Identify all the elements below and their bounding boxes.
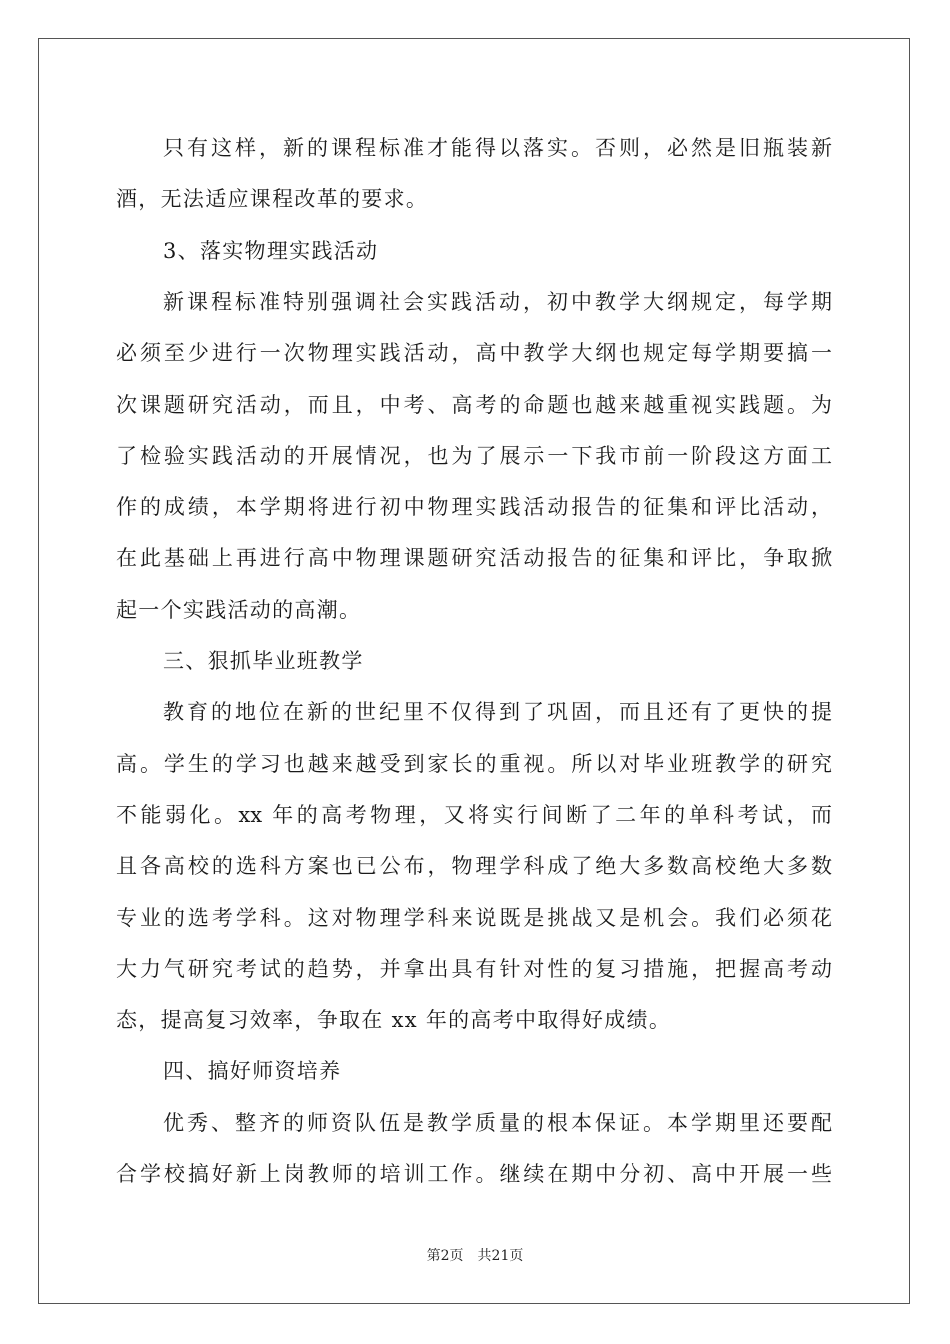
- text-line: 优秀、整齐的师资队伍是教学质量的根本保证。本学期里还要配: [163, 1111, 832, 1135]
- text-line: 酒，无法适应课程改革的要求。: [116, 187, 429, 211]
- text-line: 合学校搞好新上岗教师的培训工作。继续在期中分初、高中开展一些: [116, 1162, 832, 1186]
- text-line: 态，提高复习效率，争取在 xx 年的高考中取得好成绩。: [116, 1008, 672, 1032]
- text-line: 教育的地位在新的世纪里不仅得到了巩固，而且还有了更快的提: [163, 700, 832, 724]
- text-line: 起一个实践活动的高潮。: [116, 598, 362, 622]
- text-line: 且各高校的选科方案也已公布，物理学科成了绝大多数高校绝大多数: [116, 854, 832, 878]
- text-line: 高。学生的学习也越来越受到家长的重视。所以对毕业班教学的研究: [116, 752, 832, 776]
- text-line: 在此基础上再进行高中物理课题研究活动报告的征集和评比，争取掀: [116, 546, 832, 570]
- page-footer: [0, 1246, 950, 1266]
- text-line: 新课程标准特别强调社会实践活动，初中教学大纲规定，每学期: [163, 290, 832, 314]
- page-number: 第2页: [426, 1248, 464, 1264]
- text-line: 必须至少进行一次物理实践活动，高中教学大纲也规定每学期要搞一: [116, 341, 832, 365]
- text-line: 大力气研究考试的趋势，并拿出具有针对性的复习措施，把握高考动: [116, 957, 832, 981]
- text-line: 四、搞好师资培养: [163, 1059, 342, 1083]
- text-line: 只有这样，新的课程标准才能得以落实。否则，必然是旧瓶装新: [163, 136, 832, 160]
- text-line: 三、狠抓毕业班教学: [163, 649, 364, 673]
- text-line: 次课题研究活动，而且，中考、高考的命题也越来越重视实践题。为: [116, 393, 832, 417]
- page-total: 共21页: [477, 1248, 524, 1264]
- text-line: 专业的选考学科。这对物理学科来说既是挑战又是机会。我们必须花: [116, 906, 832, 930]
- text-line: 作的成绩，本学期将进行初中物理实践活动报告的征集和评比活动，: [116, 495, 832, 519]
- text-line: 3、落实物理实践活动: [163, 239, 379, 263]
- text-line: 了检验实践活动的开展情况，也为了展示一下我市前一阶段这方面工: [116, 444, 832, 468]
- text-line: 不能弱化。xx 年的高考物理，又将实行间断了二年的单科考试，而: [116, 803, 832, 827]
